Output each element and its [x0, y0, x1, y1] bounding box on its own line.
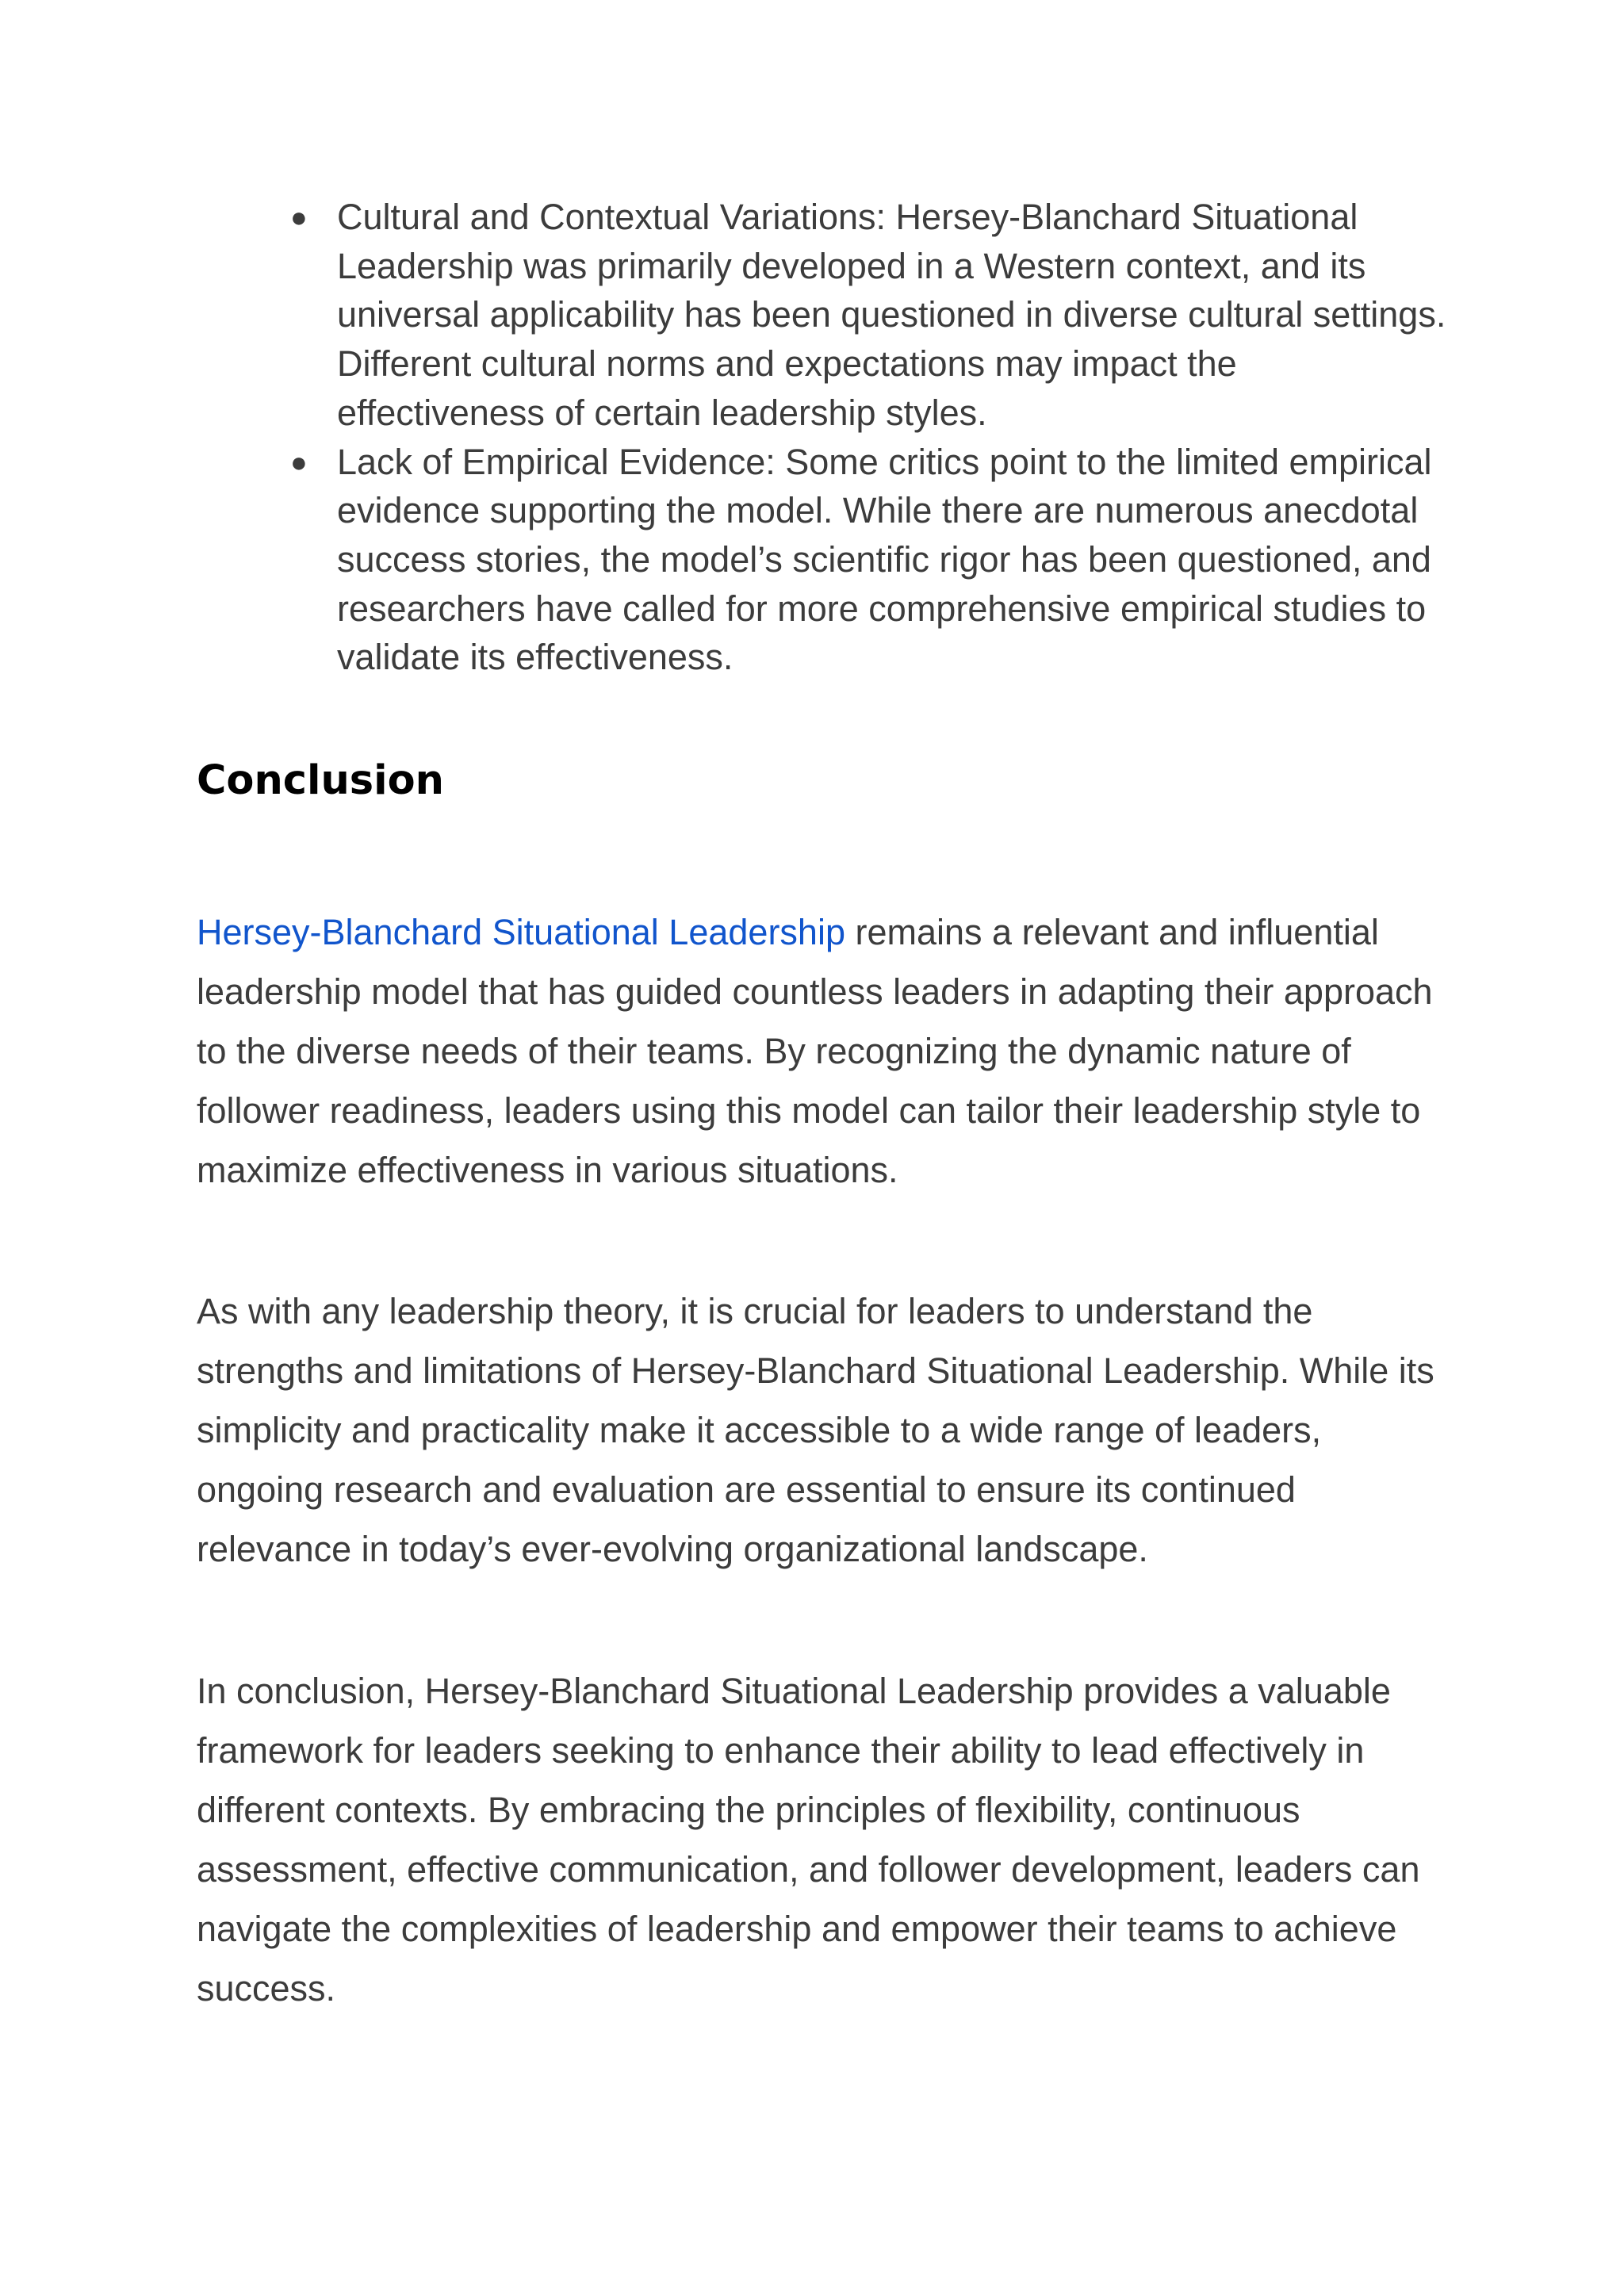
bullet-icon: ●: [290, 445, 308, 478]
bullet-icon: ●: [290, 201, 308, 233]
conclusion-heading: Conclusion: [197, 757, 444, 804]
conclusion-paragraph-3: In conclusion, Hersey-Blanchard Situational Leadership provides a valuable framework for leaders seeking to enhance their ability to lead effectively in different contexts. By embracing the principles of flexibility, continuous assessment, effective communication, and follower development, leaders can navigate the complexities of leadership and empower their teams to achieve success.: [197, 1671, 1420, 2009]
list-item: [0, 438, 1447, 683]
conclusion-paragraph-1: [197, 902, 1457, 1200]
conclusion-paragraph-2: As with any leadership theory, it is crucial for leaders to understand the strengths and limitations of Hersey-Blanchard Situational Leadership. While its simplicity and practicality make it accessible to a wide range of leaders, ongoing research and evaluation are essential to ensure its continued relevance in today’s ever-evolving organizational landscape.: [197, 1291, 1434, 1569]
list-item: [0, 193, 1447, 438]
paragraph-1-text: remains a relevant and influential leadership model that has guided countless leaders in adapting their approach to the diverse needs of their teams. By recognizing the dynamic nature of follower readiness, leaders using this model can tailor their leadership style to maximize effectiveness in various situations.: [197, 912, 1433, 1190]
hersey-blanchard-link[interactable]: Hersey-Blanchard Situational Leadership: [197, 912, 845, 952]
bullet-text-cultural-variations: Cultural and Contextual Variations: Hersey-Blanchard Situational Leadership was primarily developed in a Western context, and its universal applicability has been questioned in diverse cultural settings. Different cultural norms and expectations may impact the effectiveness of certain leadership styles.: [337, 197, 1446, 433]
limitations-bullet-list: [0, 193, 1624, 682]
bullet-text-empirical-evidence: Lack of Empirical Evidence: Some critics point to the limited empirical evidence supporting the model. While there are numerous anecdotal success stories, the model’s scientific rigor has been questioned, and researchers have called for more comprehensive empirical studies to validate its effectiveness.: [337, 441, 1432, 678]
